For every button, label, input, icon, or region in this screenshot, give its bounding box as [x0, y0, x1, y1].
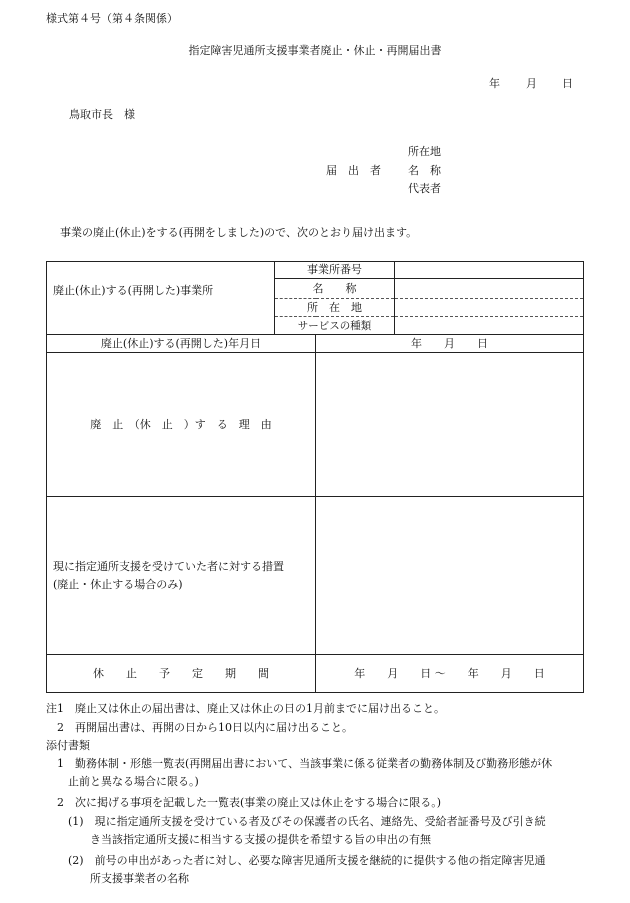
attachment-sub-1-line2: き当該指定通所支援に相当する支援の提供を希望する旨の申出の有無 [46, 833, 431, 846]
date-label: 廃止(休止)する(再開した)年月日 [47, 335, 316, 353]
attachment-item-1-line1: 1 勤務体制・形態一覧表(再開届出書において、当該事業に係る従業者の勤務体制及び勤務形態が休 [46, 757, 553, 770]
note-2: 2 再開届出書は、再開の日から10日以内に届け出ること。 [46, 721, 353, 734]
attachments-label: 添付書類 [46, 739, 90, 752]
office-label: 廃止(休止)する(再開した)事業所 [53, 284, 214, 297]
attachment-item-2: 2 次に掲げる事項を記載した一覧表(事業の廃止又は休止をする場合に限る。) [46, 796, 442, 809]
reason-label: 廃 止 （休 止 ）す る 理 由 [47, 353, 316, 497]
note-1: 注1 廃止又は休止の届出書は、廃止又は休止の日の1月前までに届け出ること。 [46, 702, 445, 715]
office-name-label: 名 称 [275, 279, 395, 299]
notification-form-table [46, 261, 584, 693]
reason-field[interactable] [316, 353, 584, 497]
applicant-name-label: 名 称 [408, 164, 441, 177]
applicant-address-label: 所在地 [408, 145, 441, 158]
measures-label-cell [47, 497, 316, 655]
date-month: 月 [526, 77, 537, 90]
office-location-field[interactable] [395, 299, 584, 317]
office-location-label: 所 在 地 [275, 299, 395, 317]
applicant-label: 届 出 者 [326, 164, 381, 177]
measures-label-line1: 現に指定通所支援を受けていた者に対する措置 [53, 559, 284, 573]
date-day: 日 [562, 77, 573, 90]
measures-label-line2: (廃止・休止する場合のみ) [53, 577, 183, 591]
date-year: 年 [489, 77, 500, 90]
attachment-sub-2-line2: 所支援事業者の名称 [46, 872, 189, 885]
office-name-field[interactable] [395, 279, 584, 299]
applicant-representative-label: 代表者 [408, 182, 441, 195]
form-number: 様式第４号（第４条関係） [46, 12, 178, 25]
addressee: 鳥取市長 様 [69, 108, 135, 121]
period-label: 休 止 予 定 期 間 [47, 655, 316, 693]
document-title: 指定障害児通所支援事業者廃止・休止・再開届出書 [188, 44, 442, 57]
service-type-label: サービスの種類 [275, 317, 395, 335]
attachment-sub-2-line1: (2) 前号の申出があった者に対し、必要な障害児通所支援を継続的に提供する他の指定障害児通 [46, 854, 546, 867]
intro-text: 事業の廃止(休止)をする(再開をしました)ので、次のとおり届け出ます。 [60, 226, 418, 239]
attachment-item-1-line2: 止前と異なる場合に限る。) [46, 775, 199, 788]
office-label-cell [47, 262, 275, 335]
attachment-sub-1-line1: (1) 現に指定通所支援を受けている者及びその保護者の氏名、連絡先、受給者証番号及び引き続 [46, 815, 546, 828]
service-type-field[interactable] [395, 317, 584, 335]
date-value[interactable]: 年 月 日 [316, 335, 584, 353]
period-value[interactable]: 年 月 日 ～ 年 月 日 [316, 655, 584, 693]
office-number-field[interactable] [395, 262, 584, 279]
measures-field[interactable] [316, 497, 584, 655]
office-number-label: 事業所番号 [275, 262, 395, 279]
